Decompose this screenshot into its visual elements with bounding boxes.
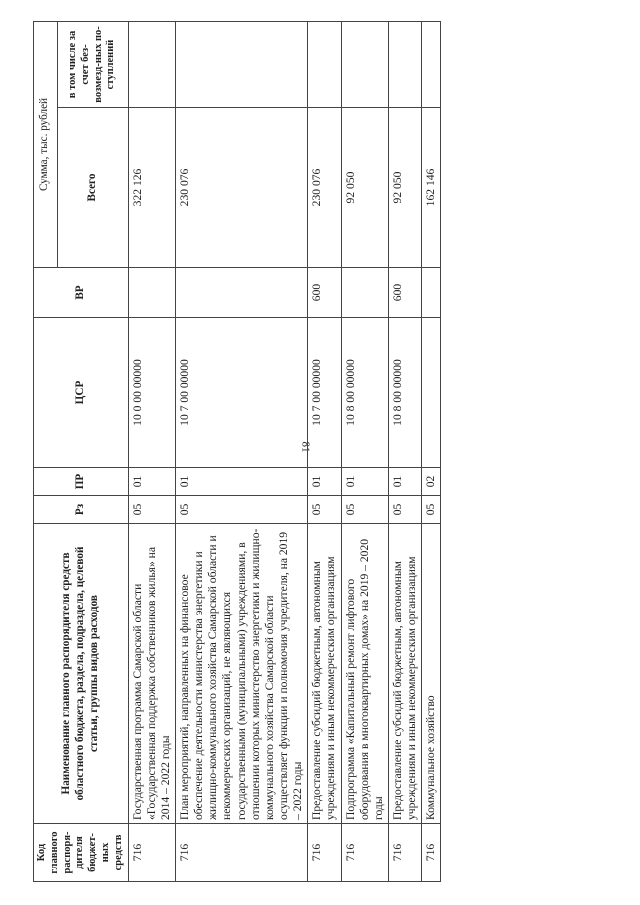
header-rz: Рз: [34, 496, 129, 524]
cell-name: Предоставление субсидий бюджетным, автономным учреждениям и иным некоммерческим организациям: [308, 524, 341, 824]
cell-code: 716: [341, 824, 388, 882]
cell-incl: [128, 21, 175, 107]
cell-vr: 600: [308, 268, 341, 318]
cell-total: 322 126: [128, 108, 175, 268]
header-total: Всего: [57, 108, 128, 268]
cell-total: 92 050: [341, 108, 388, 268]
cell-total: 230 076: [176, 108, 308, 268]
table-row: [128, 21, 175, 881]
table-row: [422, 21, 441, 881]
cell-pr: 01: [176, 468, 308, 496]
cell-code: 716: [422, 824, 441, 882]
cell-pr: 01: [308, 468, 341, 496]
cell-pr: 01: [341, 468, 388, 496]
cell-rz: 05: [422, 496, 441, 524]
cell-vr: [341, 268, 388, 318]
page-number: 81: [299, 441, 312, 453]
header-csr: ЦСР: [34, 318, 129, 468]
cell-pr: 01: [388, 468, 421, 496]
cell-csr: 10 7 00 00000: [308, 318, 341, 468]
header-sum-group: Сумма, тыс. рублей: [34, 21, 58, 267]
cell-total: 162 146: [422, 108, 441, 268]
cell-vr: [128, 268, 175, 318]
cell-vr: [176, 268, 308, 318]
cell-incl: [422, 21, 441, 107]
cell-csr: 10 8 00 00000: [388, 318, 421, 468]
cell-incl: [308, 21, 341, 107]
table-row: [388, 21, 421, 881]
cell-rz: 05: [308, 496, 341, 524]
cell-incl: [341, 21, 388, 107]
cell-incl: [176, 21, 308, 107]
cell-rz: 05: [341, 496, 388, 524]
cell-pr: 02: [422, 468, 441, 496]
cell-name: Государственная программа Самарской области «Государственная поддержка собственников жилья» на 2014 – 2022 годы: [128, 524, 175, 824]
header-code: Код главного распоря-дителя бюджет-ных средств: [34, 824, 129, 882]
cell-vr: [422, 268, 441, 318]
cell-name: План мероприятий, направленных на финансовое обеспечение деятельности министерства энергетики и жилищно-коммунального хозяйства Самарской области и некоммерческих организаций, не являющихся государственными (муниципальными) учреждениями, в отношении которых министерство энергетики и жилищно-коммунального хозяйства Самарской области осуществляет функции и полномочия учредителя, на 2019 – 2022 годы: [176, 524, 308, 824]
cell-csr: 10 7 00 00000: [176, 318, 308, 468]
header-name: Наименование главного распорядителя средств областного бюджета, раздела, подраздела, целевой статьи, группы видов расходов: [34, 524, 129, 824]
cell-incl: [388, 21, 421, 107]
table-row: [341, 21, 388, 881]
cell-code: 716: [128, 824, 175, 882]
cell-total: 92 050: [388, 108, 421, 268]
cell-code: 716: [388, 824, 421, 882]
table-row: [308, 21, 341, 881]
cell-pr: 01: [128, 468, 175, 496]
header-incl: в том числе за счет без-возмезд-ных по-ступлений: [57, 21, 128, 107]
cell-rz: 05: [176, 496, 308, 524]
cell-csr: 10 0 00 00000: [128, 318, 175, 468]
budget-table: [33, 21, 441, 882]
cell-name: Подпрограмма «Капитальный ремонт лифтового оборудования в многоквартирных домах» на 2019 – 2020 годы: [341, 524, 388, 824]
cell-name: Предоставление субсидий бюджетным, автономным учреждениям и иным некоммерческим организациям: [388, 524, 421, 824]
cell-rz: 05: [128, 496, 175, 524]
cell-code: 716: [308, 824, 341, 882]
table-row: [176, 21, 308, 881]
cell-vr: 600: [388, 268, 421, 318]
cell-code: 716: [176, 824, 308, 882]
cell-csr: 10 8 00 00000: [341, 318, 388, 468]
budget-table-sheet: [33, 22, 607, 882]
cell-name: Коммунальное хозяйство: [422, 524, 441, 824]
header-vr: ВР: [34, 268, 129, 318]
cell-csr: [422, 318, 441, 468]
cell-rz: 05: [388, 496, 421, 524]
cell-total: 230 076: [308, 108, 341, 268]
header-pr: ПР: [34, 468, 129, 496]
